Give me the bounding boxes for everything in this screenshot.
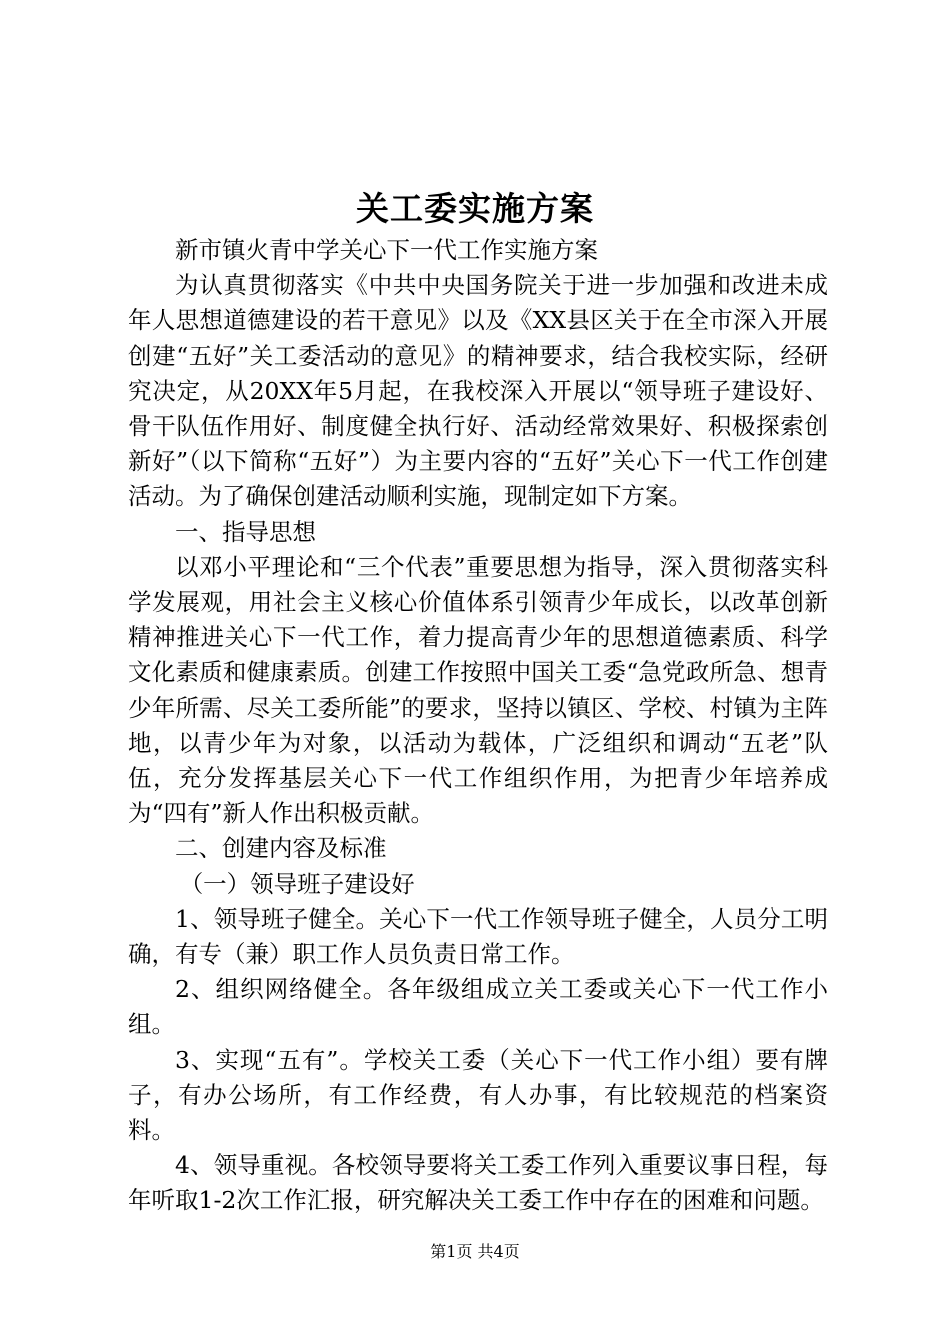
subtitle-paragraph: 新市镇火青中学关心下一代工作实施方案: [175, 236, 598, 264]
page-footer: 第1页 共4页: [430, 1242, 520, 1261]
subsection-heading-leadership: （一）领导班子建设好: [179, 869, 415, 898]
list-item-2: 2、组织网络健全。各年级组成立关工委或关心下一代工作小组。: [128, 975, 828, 1039]
section-heading-content-standards: 二、创建内容及标准: [175, 834, 387, 863]
document-body: [128, 233, 828, 1219]
list-item-3: 3、实现“五有”。学校关工委（关心下一代工作小组）要有牌子，有办公场所，有工作经费，有人办事，有比较规范的档案资料。: [128, 1045, 828, 1145]
intro-paragraph: 为认真贯彻落实《中共中央国务院关于进一步加强和改进未成年人思想道德建设的若干意见》以及《XX县区关于在全市深入开展创建“五好”关工委活动的意见》的精神要求，结合我校实际，经研究决定，从20XX年5月起，在我校深入开展以“领导班子建设好、骨干队伍作用好、制度健全执行好、活动经常效果好、积极探索创新好”（以下简称“五好”）为主要内容的“五好”关心下一代工作创建活动。为了确保创建活动顺利实施，现制定如下方案。: [128, 271, 828, 511]
list-item-1: 1、领导班子健全。关心下一代工作领导班子健全，人员分工明确，有专（兼）职工作人员负责日常工作。: [128, 904, 828, 969]
section-heading-guiding-ideology: 一、指导思想: [175, 517, 316, 546]
guiding-ideology-paragraph: 以邓小平理论和“三个代表”重要思想为指导，深入贯彻落实科学发展观，用社会主义核心价值体系引领青少年成长，以改革创新精神推进关心下一代工作，着力提高青少年的思想道德素质、科学文化素质和健康素质。创建工作按照中国关工委“急党政所急、想青少年所需、尽关工委所能”的要求，坚持以镇区、学校、村镇为主阵地，以青少年为对象，以活动为载体，广泛组织和调动“五老”队伍，充分发挥基层关心下一代工作组织作用，为把青少年培养成为“四有”新人作出积极贡献。: [128, 552, 828, 828]
document-title: 关工委实施方案: [356, 189, 594, 228]
list-item-4: 4、领导重视。各校领导要将关工委工作列入重要议事日程，每年听取1-2次工作汇报，研究解决关工委工作中存在的困难和问题。: [128, 1151, 828, 1215]
